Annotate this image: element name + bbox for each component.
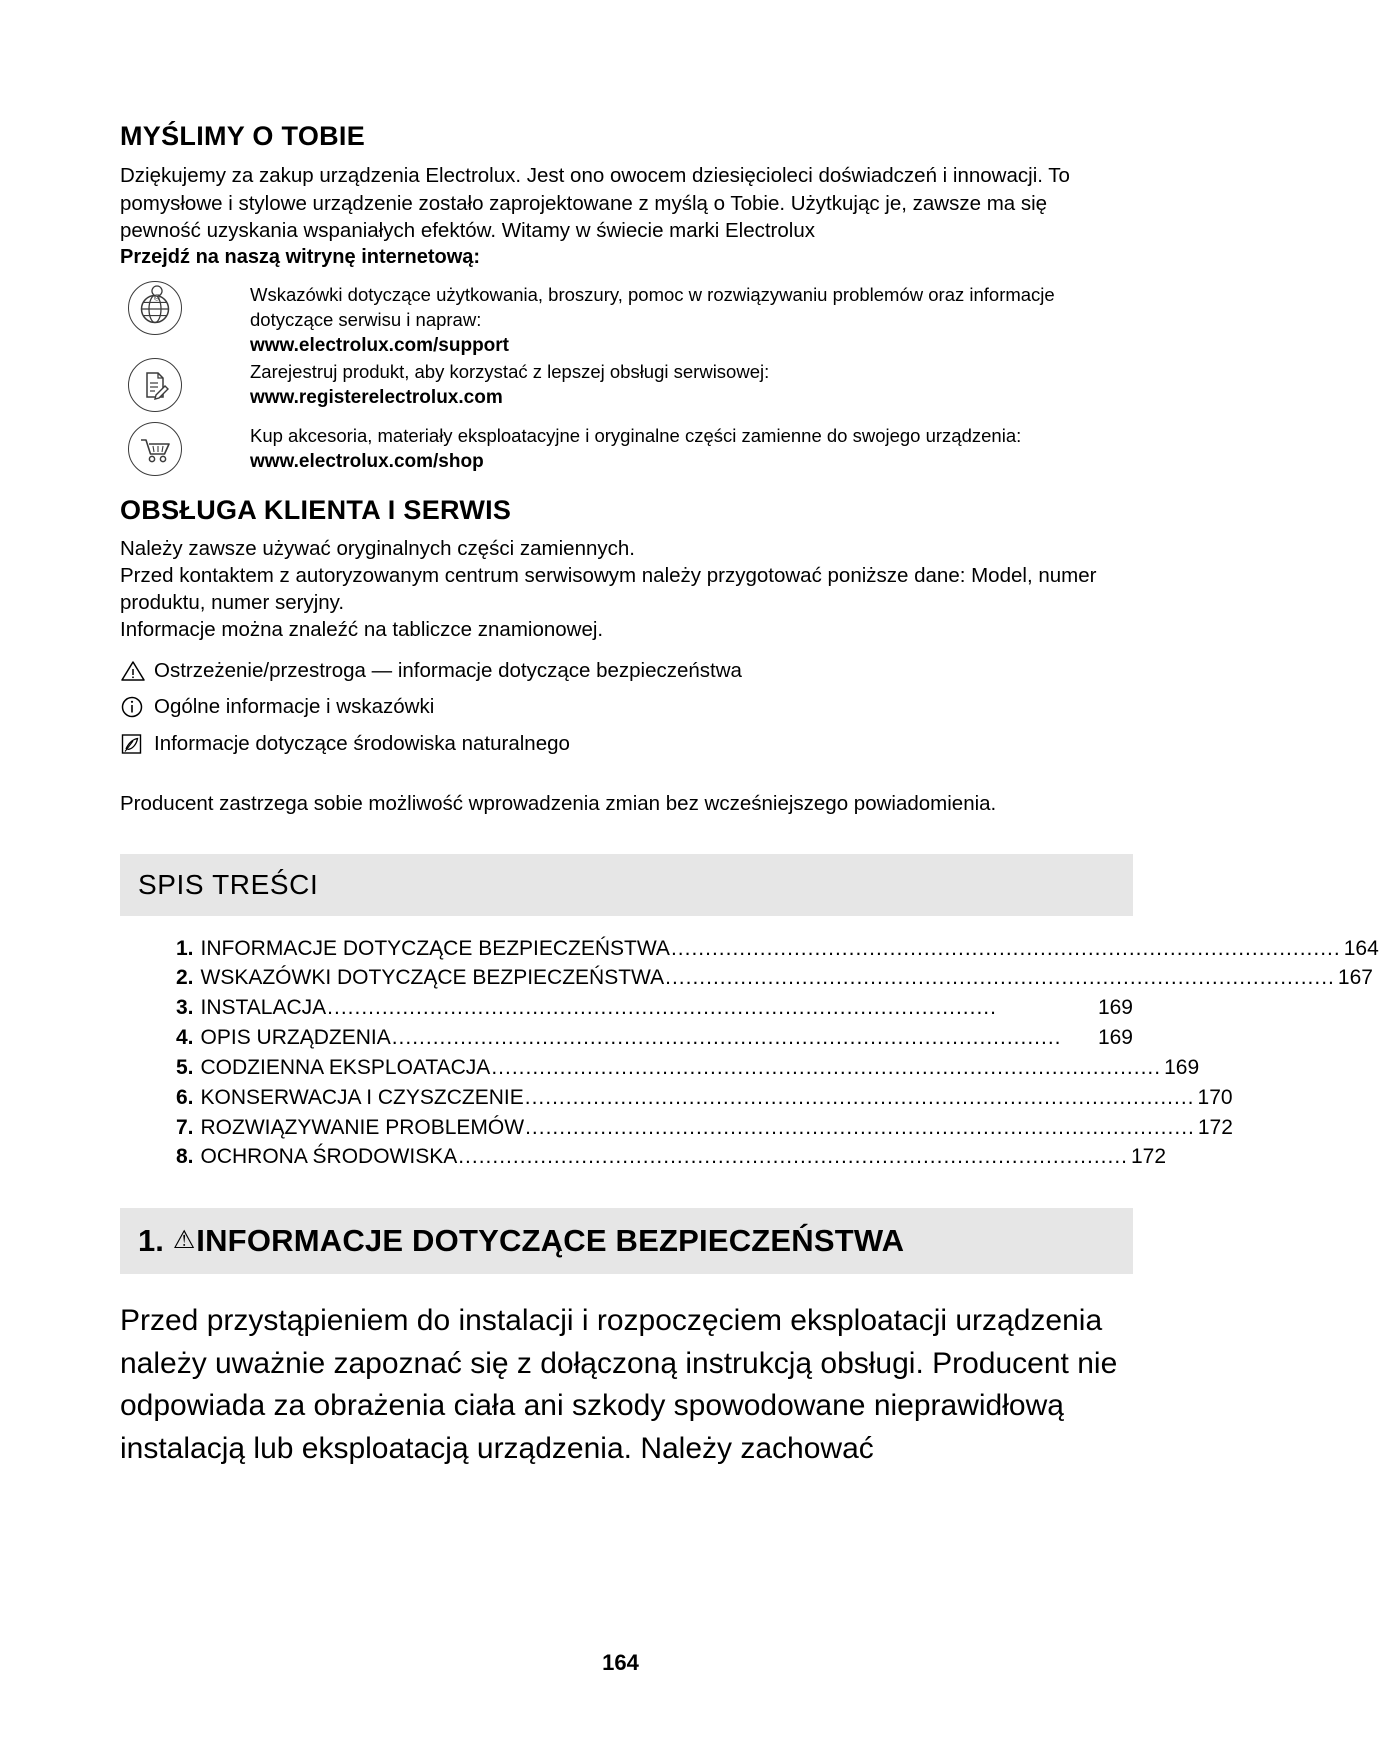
toc-entry[interactable] bbox=[176, 1113, 1233, 1143]
toc-leader-dots: .................................................................................................. bbox=[327, 996, 997, 1020]
toc-entry-number: 1. bbox=[176, 936, 194, 960]
toc-entry-number: 5. bbox=[176, 1055, 194, 1079]
legend-item-warning bbox=[120, 658, 1133, 684]
support-row-text bbox=[250, 281, 1133, 358]
toc-entry-number: 4. bbox=[176, 1026, 194, 1050]
intro-heading: MYŚLIMY O TOBIE bbox=[120, 121, 366, 151]
toc-entry-number: 7. bbox=[176, 1115, 194, 1139]
legend-text-info: Ogólne informacje i wskazówki bbox=[154, 695, 435, 719]
info-circle-icon bbox=[120, 694, 154, 719]
toc-header-label: SPIS TREŚCI bbox=[138, 868, 319, 900]
service-line-3: Informacje można znaleźć na tabliczce znamionowej. bbox=[120, 618, 604, 642]
register-url[interactable]: www.registerelectrolux.com bbox=[250, 386, 503, 408]
toc-entry-page: 170 bbox=[1197, 1085, 1233, 1109]
icon-container bbox=[120, 281, 250, 335]
shop-url[interactable]: www.electrolux.com/shop bbox=[250, 450, 484, 472]
toc-entry[interactable] bbox=[176, 963, 1373, 993]
register-document-icon bbox=[128, 358, 182, 412]
toc-entry[interactable] bbox=[176, 1083, 1233, 1113]
website-prompt: Przejdź na naszą witrynę internetową: bbox=[120, 246, 481, 269]
shop-text: Kup akcesoria, materiały eksploatacyjne i oryginalne części zamienne do swojego urządzenia: bbox=[250, 425, 1022, 447]
toc-entry-page: 169 bbox=[1164, 1055, 1200, 1079]
toc-entry-label: WSKAZÓWKI DOTYCZĄCE BEZPIECZEŃSTWA bbox=[200, 966, 665, 990]
icon-container bbox=[120, 358, 250, 412]
chapter-body-text: Przed przystąpieniem do instalacji i rozpoczęciem eksploatacji urządzenia należy uważnie zapoznać się z dołączoną instrukcją obsługi. Producent nie odpowiada za obrażenia ciała ani szkody spowodowane nieprawidłową instalacją lub eksploatacją urządzenia. Należy zachować bbox=[120, 1304, 1118, 1465]
toc-entry-label: ROZWIĄZYWANIE PROBLEMÓW bbox=[200, 1115, 525, 1139]
register-row-text bbox=[250, 358, 1133, 410]
toc-entry-page: 164 bbox=[1343, 936, 1379, 960]
toc-entry-label: INSTALACJA bbox=[200, 996, 327, 1020]
toc-entry-number: 8. bbox=[176, 1145, 194, 1169]
toc-header bbox=[120, 854, 1133, 916]
toc-leader-dots: .................................................................................................. bbox=[670, 936, 1341, 960]
toc-leader-dots: .................................................................................................. bbox=[525, 1115, 1195, 1139]
chapter-banner bbox=[120, 1208, 1133, 1274]
intro-paragraph: Dziękujemy za zakup urządzenia Electrolux. Jest ono owocem dziesięcioleci doświadczeń i innowacji. To pomysłowe i stylowe urządzenie zostało zaprojektowane z myślą o Tobie. Użytkując je, zawsze ma się pewność uzyskania wspaniałych efektów. Witamy w świecie marki Electrolux bbox=[120, 164, 1070, 242]
shop-row-text bbox=[250, 422, 1133, 474]
service-line-1: Należy zawsze używać oryginalnych części zamiennych. bbox=[120, 536, 635, 560]
svg-text:@: @ bbox=[153, 294, 161, 302]
legend-text-warning: Ostrzeżenie/przestroga — informacje dotyczące bezpieczeństwa bbox=[154, 658, 742, 682]
toc-entry[interactable] bbox=[176, 1142, 1167, 1172]
icon-container bbox=[120, 422, 250, 476]
toc-entry-label: OCHRONA ŚRODOWISKA bbox=[200, 1145, 458, 1169]
chapter-number: 1. bbox=[138, 1223, 164, 1259]
toc-entry[interactable] bbox=[176, 1053, 1200, 1083]
toc-list bbox=[120, 934, 1379, 1173]
support-row-register bbox=[120, 358, 1133, 412]
toc-entry-page: 172 bbox=[1131, 1145, 1167, 1169]
support-links-block bbox=[120, 281, 1133, 476]
toc-entry[interactable] bbox=[176, 993, 1133, 1023]
disclaimer-text: Producent zastrzega sobie możliwość wprowadzenia zmian bez wcześniejszego powiadomienia. bbox=[120, 792, 997, 816]
warning-triangle-icon: ⚠ bbox=[172, 1225, 196, 1254]
toc-leader-dots: .................................................................................................. bbox=[458, 1145, 1128, 1169]
toc-leader-dots: .................................................................................................. bbox=[391, 1026, 1062, 1050]
globe-icon bbox=[128, 281, 182, 335]
support-row-support bbox=[120, 281, 1133, 358]
support-url[interactable]: www.electrolux.com/support bbox=[250, 334, 510, 356]
toc-leader-dots: .................................................................................................. bbox=[665, 966, 1335, 990]
symbol-legend bbox=[120, 658, 1133, 757]
customer-service-section bbox=[120, 494, 1133, 643]
toc-entry-page: 172 bbox=[1197, 1115, 1233, 1139]
toc-entry-label: KONSERWACJA I CZYSZCZENIE bbox=[200, 1085, 524, 1109]
legend-text-environment: Informacje dotyczące środowiska naturalnego bbox=[154, 731, 570, 755]
toc-entry-page: 169 bbox=[1097, 996, 1133, 1020]
support-text: Wskazówki dotyczące użytkowania, broszury, pomoc w rozwiązywaniu problemów oraz informacje dotyczące serwisu i napraw: bbox=[250, 284, 1055, 330]
spacer bbox=[120, 412, 1133, 422]
service-heading: OBSŁUGA KLIENTA I SERWIS bbox=[120, 495, 512, 526]
toc-entry-number: 2. bbox=[176, 966, 194, 990]
toc-leader-dots: .................................................................................................. bbox=[491, 1055, 1162, 1079]
register-text: Zarejestruj produkt, aby korzystać z lepszej obsługi serwisowej: bbox=[250, 361, 770, 383]
toc-entry-number: 3. bbox=[176, 996, 194, 1020]
legend-item-info bbox=[120, 694, 1133, 720]
toc-entry-number: 6. bbox=[176, 1085, 194, 1109]
toc-entry[interactable] bbox=[176, 934, 1379, 964]
environment-leaf-icon bbox=[120, 731, 154, 756]
toc-entry[interactable] bbox=[176, 1023, 1133, 1053]
legend-item-environment bbox=[120, 731, 1133, 757]
service-line-2: Przed kontaktem z autoryzowanym centrum serwisowym należy przygotować poniższe dane: Model, numer produktu, numer seryjny. bbox=[120, 563, 1097, 615]
chapter-title: INFORMACJE DOTYCZĄCE BEZPIECZEŃSTWA bbox=[196, 1223, 905, 1259]
support-row-shop bbox=[120, 422, 1133, 476]
toc-entry-page: 167 bbox=[1337, 966, 1373, 990]
toc-leader-dots: .................................................................................................. bbox=[524, 1085, 1195, 1109]
shopping-cart-icon bbox=[128, 422, 182, 476]
toc-entry-label: INFORMACJE DOTYCZĄCE BEZPIECZEŃSTWA bbox=[200, 936, 670, 960]
toc-entry-label: CODZIENNA EKSPLOATACJA bbox=[200, 1055, 491, 1079]
toc-entry-page: 169 bbox=[1097, 1026, 1133, 1050]
warning-triangle-icon bbox=[120, 658, 154, 683]
toc-entry-label: OPIS URZĄDZENIA bbox=[200, 1026, 391, 1050]
page-number: 164 bbox=[602, 1650, 639, 1675]
